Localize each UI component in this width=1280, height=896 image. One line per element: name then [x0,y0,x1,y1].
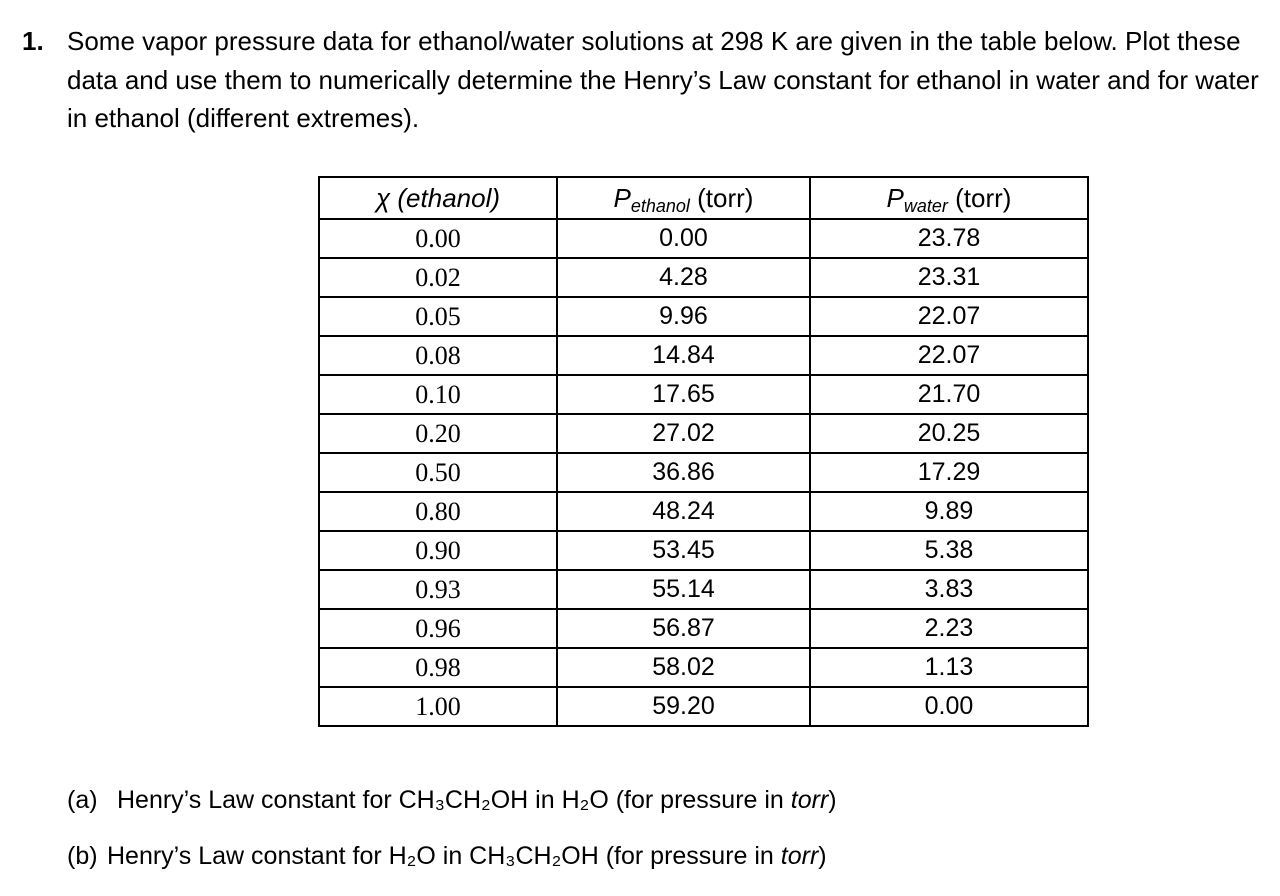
cell-p-ethanol: 59.20 [557,687,810,726]
problem-number: 1. [22,26,44,56]
part-a-label: (a) [67,786,98,814]
header-p-ethanol-unit: (torr) [689,182,754,213]
cell-p-ethanol: 9.96 [557,297,810,336]
cell-mole-fraction: 0.93 [319,570,557,609]
cell-p-water: 21.70 [810,375,1088,414]
cell-mole-fraction: 0.96 [319,609,557,648]
table-row [319,453,1088,492]
part-a-close: ) [828,786,837,814]
table-row [319,336,1088,375]
cell-p-ethanol: 17.65 [557,375,810,414]
table-header-row [319,177,1088,219]
cell-p-ethanol: 14.84 [557,336,810,375]
cell-p-water: 0.00 [810,687,1088,726]
cell-p-water: 5.38 [810,531,1088,570]
header-p-water-unit: (torr) [947,182,1012,213]
cell-p-ethanol: 0.00 [557,219,810,258]
cell-mole-fraction: 1.00 [319,687,557,726]
cell-mole-fraction: 0.05 [319,297,557,336]
cell-p-water: 23.78 [810,219,1088,258]
cell-mole-fraction: 0.02 [319,258,557,297]
cell-p-ethanol: 58.02 [557,648,810,687]
cell-mole-fraction: 0.00 [319,219,557,258]
part-b-text: Henry’s Law constant for H₂O in CH₃CH₂OH (for pressure in [107,842,781,870]
cell-mole-fraction: 0.20 [319,414,557,453]
part-a-text: Henry’s Law constant for CH₃CH₂OH in H₂O (for pressure in [117,786,791,814]
header-p-water-subscript: water [903,195,948,216]
cell-p-water: 2.23 [810,609,1088,648]
header-mole-fraction-label: χ (ethanol) [375,182,501,213]
cell-p-ethanol: 55.14 [557,570,810,609]
cell-p-water: 17.29 [810,453,1088,492]
cell-mole-fraction: 0.80 [319,492,557,531]
cell-mole-fraction: 0.10 [319,375,557,414]
cell-p-water: 20.25 [810,414,1088,453]
cell-p-ethanol: 48.24 [557,492,810,531]
table-row [319,609,1088,648]
question-part-a [67,786,837,815]
cell-mole-fraction: 0.90 [319,531,557,570]
header-p-water [810,177,1088,219]
cell-p-ethanol: 27.02 [557,414,810,453]
cell-p-ethanol: 4.28 [557,258,810,297]
cell-p-ethanol: 53.45 [557,531,810,570]
part-a-unit: torr [790,786,829,814]
header-p-ethanol [557,177,810,219]
table-row [319,648,1088,687]
cell-mole-fraction: 0.98 [319,648,557,687]
table-row [319,531,1088,570]
header-p-ethanol-subscript: ethanol [630,195,690,216]
table-row [319,492,1088,531]
cell-mole-fraction: 0.50 [319,453,557,492]
question-part-b [67,842,827,871]
cell-p-water: 23.31 [810,258,1088,297]
table-row [319,297,1088,336]
cell-p-water: 9.89 [810,492,1088,531]
vapor-pressure-table [318,176,1089,727]
cell-p-ethanol: 56.87 [557,609,810,648]
table-row [319,219,1088,258]
cell-p-water: 22.07 [810,297,1088,336]
cell-p-water: 3.83 [810,570,1088,609]
header-mole-fraction [319,177,557,219]
part-b-label: (b) [67,842,98,870]
table-row [319,687,1088,726]
table-row [319,414,1088,453]
header-p-water-symbol: P [886,182,904,213]
cell-p-ethanol: 36.86 [557,453,810,492]
table-row [319,375,1088,414]
part-b-unit: torr [780,842,819,870]
table-row [319,258,1088,297]
cell-p-water: 22.07 [810,336,1088,375]
header-p-ethanol-symbol: P [613,182,631,213]
cell-mole-fraction: 0.08 [319,336,557,375]
part-b-close: ) [818,842,827,870]
problem-text: Some vapor pressure data for ethanol/water solutions at 298 K are given in the table below. Plot these data and use them to numerically determine the Henry’s Law constant for ethanol in water and for water in ethanol (different extremes). [67,26,1259,133]
cell-p-water: 1.13 [810,648,1088,687]
table-row [319,570,1088,609]
